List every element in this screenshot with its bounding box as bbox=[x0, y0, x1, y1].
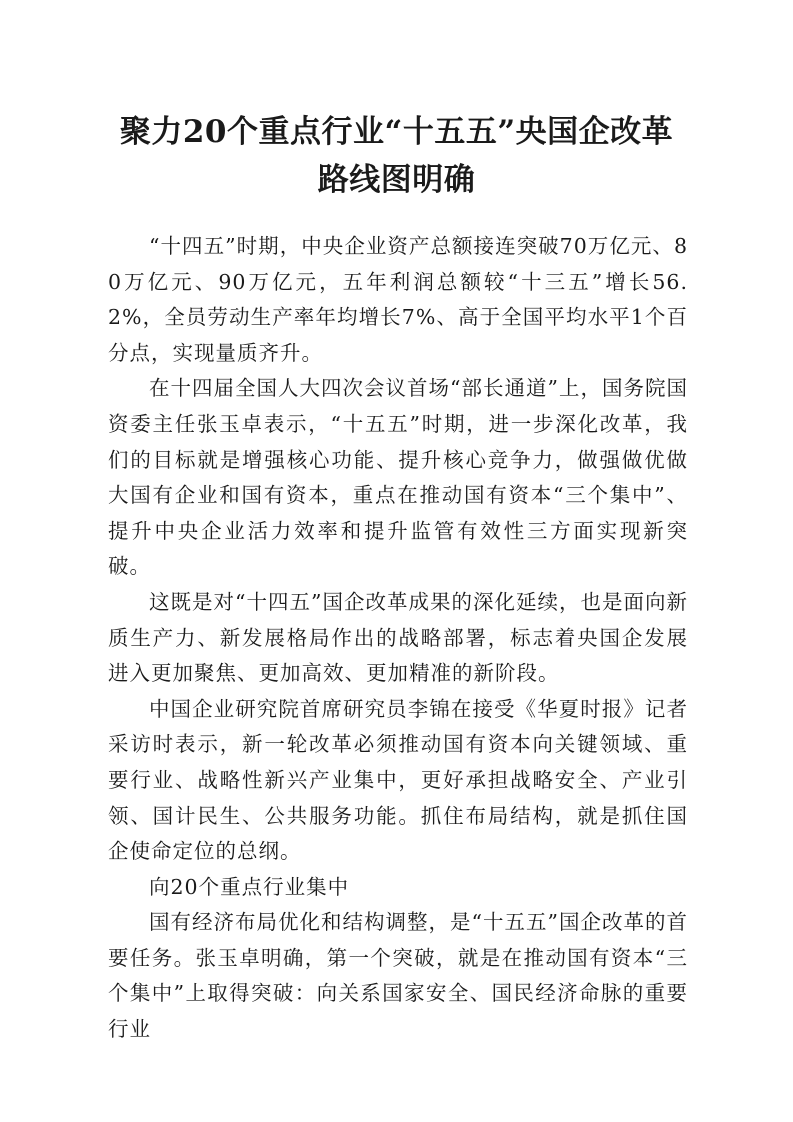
paragraph: 在十四届全国人大四次会议首场“部长通道”上，国务院国资委主任张玉卓表示，“十五五”时期，进一步深化改革，我们的目标就是增强核心功能、提升核心竞争力，做强做优做大国有企业和国有资本，重点在推动国有资本“三个集中”、提升中央企业活力效率和提升监管有效性三方面实现新突破。 bbox=[108, 376, 688, 579]
section-subheading: 向20个重点行业集中 bbox=[149, 874, 350, 899]
article-body bbox=[108, 229, 688, 1048]
article-title-line-1: 聚力20个重点行业“十五五”央国企改革 bbox=[119, 114, 674, 150]
paragraph: 国有经济布局优化和结构调整，是“十五五”国企改革的首要任务。张玉卓明确，第一个突破，就是在推动国有资本“三个集中”上取得突破：向关系国家安全、国民经济命脉的重要行业 bbox=[108, 910, 688, 1042]
article-title bbox=[100, 108, 693, 204]
paragraph: 这既是对“十四五”国企改革成果的深化延续，也是面向新质生产力、新发展格局作出的战略部署，标志着央国企发展进入更加聚焦、更加高效、更加精准的新阶段。 bbox=[108, 589, 688, 686]
paragraph: “十四五”时期，中央企业资产总额接连突破70万亿元、80万亿元、90万亿元，五年利润总额较“十三五”增长56.2%，全员劳动生产率年均增长7%、高于全国平均水平1个百分点，实现量质齐升。 bbox=[108, 234, 688, 365]
article-title-line-2: 路线图明确 bbox=[317, 162, 476, 198]
paragraph: 中国企业研究院首席研究员李锦在接受《华夏时报》记者采访时表示，新一轮改革必须推动国有资本向关键领域、重要行业、战略性新兴产业集中，更好承担战略安全、产业引领、国计民生、公共服务功能。抓住布局结构，就是抓住国企使命定位的总纲。 bbox=[108, 696, 688, 864]
